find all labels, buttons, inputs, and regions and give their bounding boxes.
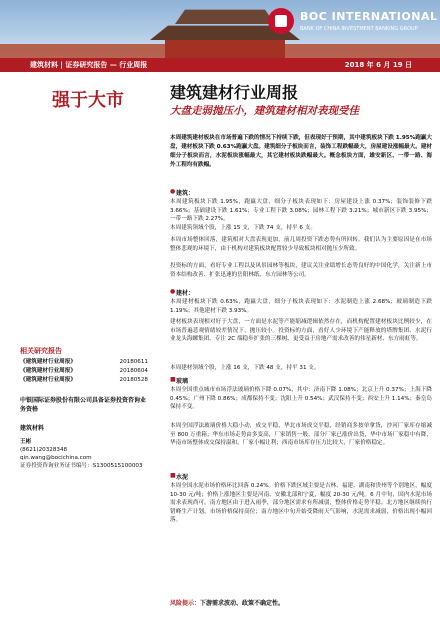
section-bullet-icon: ● (170, 188, 176, 195)
report-date: 2018 年 6 月 19 日 (344, 61, 412, 69)
construction-paragraph-4: 投资标的方面，看好专业工程以及风景园林等板块，建议关注业绩增长态势良好的中国化学，关注新上市资本结构改善、扩张迅速的岳阳林纸、东方园林等公司。 (170, 263, 432, 278)
related-report-date: 20180528 (119, 377, 148, 383)
team-name: 建筑材料 (20, 425, 45, 432)
risk-label: 风险提示： (170, 600, 201, 607)
related-report-title: 《建筑建材行业周报》 (20, 368, 76, 374)
analyst-email[interactable]: qin.wang@bocichina.com (20, 455, 92, 461)
cement-paragraph-1: 本周全国水泥市场价格环比回落 0.24%。价格下跌区域主要是吉林、福建、湖南和贵州等个别地区，幅度 10-30 元/吨；价格上涨地区主要是河南、安徽北部和宁夏，幅度 20-30 元/吨。6 月中旬，国内水泥市场需求表现尚可，南方地区由于进入雨季，部分地区需求有所减弱，整体价格走势平稳。北方地区继续执行错峰生产计划，市场价格保持高位；南方地区中旬开始受降雨天气影响，水泥需求减弱，价格出现小幅回落。 (170, 483, 432, 523)
analyst-card (20, 438, 150, 470)
qualification-note: 中银国际证券股份有限公司具备证券投资咨询业务资格 (20, 397, 147, 413)
section-bullet-icon: ■ (170, 376, 176, 383)
related-report-item[interactable] (20, 358, 148, 367)
related-report-item[interactable] (20, 376, 148, 385)
related-reports-list (20, 358, 148, 385)
section-construction-heading: 建筑： (176, 190, 195, 197)
summary-paragraph: 本周建筑建材板块在市场普遍下跌的情况下持续下跌，但表现好于预期，其中建筑板块下跌 1.95%跑赢大盘，建材板块下跌 0.63%跑赢大盘。建筑细分子板块而言，装饰工程跌幅最大，房屋建设涨幅最大。建材细分子板块而言，水泥板块涨幅最大，其它建材板块跌幅最大。概念板块方面，雄安新区、一带一路、海外工程均有跌幅。 (170, 135, 432, 168)
construction-paragraph-3: 本周市场整体回落，建筑相对大盘表现更加，前几周投资下跌态势有所回转。我们认为主要原因是在市场整体悲观的环境下，由于机构对建筑板块配置较少导致板块相对抛压少所致。 (170, 237, 432, 252)
palace-hall (165, 40, 285, 58)
risk-warning (170, 598, 284, 607)
materials-paragraph-3: 本周建材领域个股，上涨 16 支，下跌 48 支，持平 31 支。 (170, 365, 320, 371)
glass-paragraph-1: 本周全国重点城市市场浮法玻璃价格下降 0.07%，其中：济南下降 1.08%；北京上升 0.37%；上海下降 0.45%；广州下降 0.86%；成都保持不变；沈阳上升 0.54%；武汉保持不变；西安上升 1.14%；秦皇岛保持不变。 (170, 387, 432, 410)
logo-main-text: BOC INTERNATIONAL (300, 10, 438, 23)
page-subtitle: 大盘走弱抛压小，建筑建材相对表现受佳 (170, 105, 359, 117)
materials-paragraph-1: 本周建材板块下跌 0.63%，跑赢大盘，细分子板块表现如下：水泥制造上涨 2.68%；玻璃制造下跌 1.19%；其他建材下跌 3.93%。 (170, 299, 432, 314)
related-reports-title: 相关研究报告 (20, 347, 62, 355)
analyst-cert: 证券投资咨询业务证书编号：S1300515100003 (20, 463, 143, 469)
related-report-title: 《建筑建材行业周报》 (20, 359, 76, 365)
page-title: 建筑建材行业周报 (170, 83, 299, 102)
related-report-date: 20180611 (119, 359, 148, 365)
related-report-date: 20180604 (119, 368, 148, 374)
breadcrumb: 建筑材料 | 证券研究报告 — 行业周报 (30, 61, 148, 69)
construction-paragraph-1: 本周建筑板块下跌 1.95%，跑赢大盘，细分子板块表现如下：房屋建设上涨 0.37%；装饰装修下跌 3.66%；基础建设下跌 1.61%；专业工程下跌 3.08%；园林工程下跌 3.21%；城市新区下跌 3.95%；一带一路下跌 2.27%。 (170, 199, 432, 222)
section-materials-heading: 建材： (176, 290, 195, 297)
materials-paragraph-2: 建材板块表现相对好于大盘，一方面是水泥等产能缩减逻辑依然存在，而机构配置建材板块比例较少，在市场普遍悲观情绪较差情况下，抛压较小。投资标的方面，看好人少环境下产能释放的塔牌集团、水泥行业龙头海螺集团、专注 2C 端稳步扩张的三棵树、更受益于房地产需求改善的伟星新材、东方雨虹等。 (170, 319, 432, 342)
analyst-name: 王彬 (20, 439, 32, 445)
palace-roof-upper (175, 8, 275, 24)
section-bullet-icon: ■ (170, 472, 176, 479)
report-info-bar (0, 58, 440, 72)
glass-paragraph-2: 本周全国浮法玻璃价格大稳小动，成交平稳，华北市场成交平稳，经销商多按单拿货，沙河厂家库存缩减至 800 万重箱；华东市场走势由多变高，厂家销售一般，部分厂家已涨价出货，华中市场厂家稳中有降，华南市场整体成交保持温和，厂家小幅让利；西南市场库存压力比较大，厂家价格稳定。 (170, 423, 432, 446)
boc-logo (268, 4, 436, 40)
construction-paragraph-2: 本周建筑领域个股，上涨 15 支，下跌 74 支，持平 6 支。 (170, 225, 316, 231)
section-glass-heading: 玻璃 (176, 378, 189, 385)
related-report-item[interactable] (20, 367, 148, 376)
section-cement-heading: 水泥 (176, 474, 189, 481)
logo-sub-text: BANK OF CHINA INVESTMENT BANKING GROUP (300, 26, 418, 32)
header-banner (0, 0, 440, 58)
risk-text: 下游需求波动、政策不确定性。 (200, 600, 285, 607)
boc-emblem-icon (268, 8, 294, 34)
section-bullet-icon: ● (170, 288, 176, 295)
analyst-phone: (8621)20328348 (20, 447, 68, 453)
industry-rating: 强于大市 (52, 90, 124, 111)
related-report-title: 《建筑建材行业周报》 (20, 377, 76, 383)
